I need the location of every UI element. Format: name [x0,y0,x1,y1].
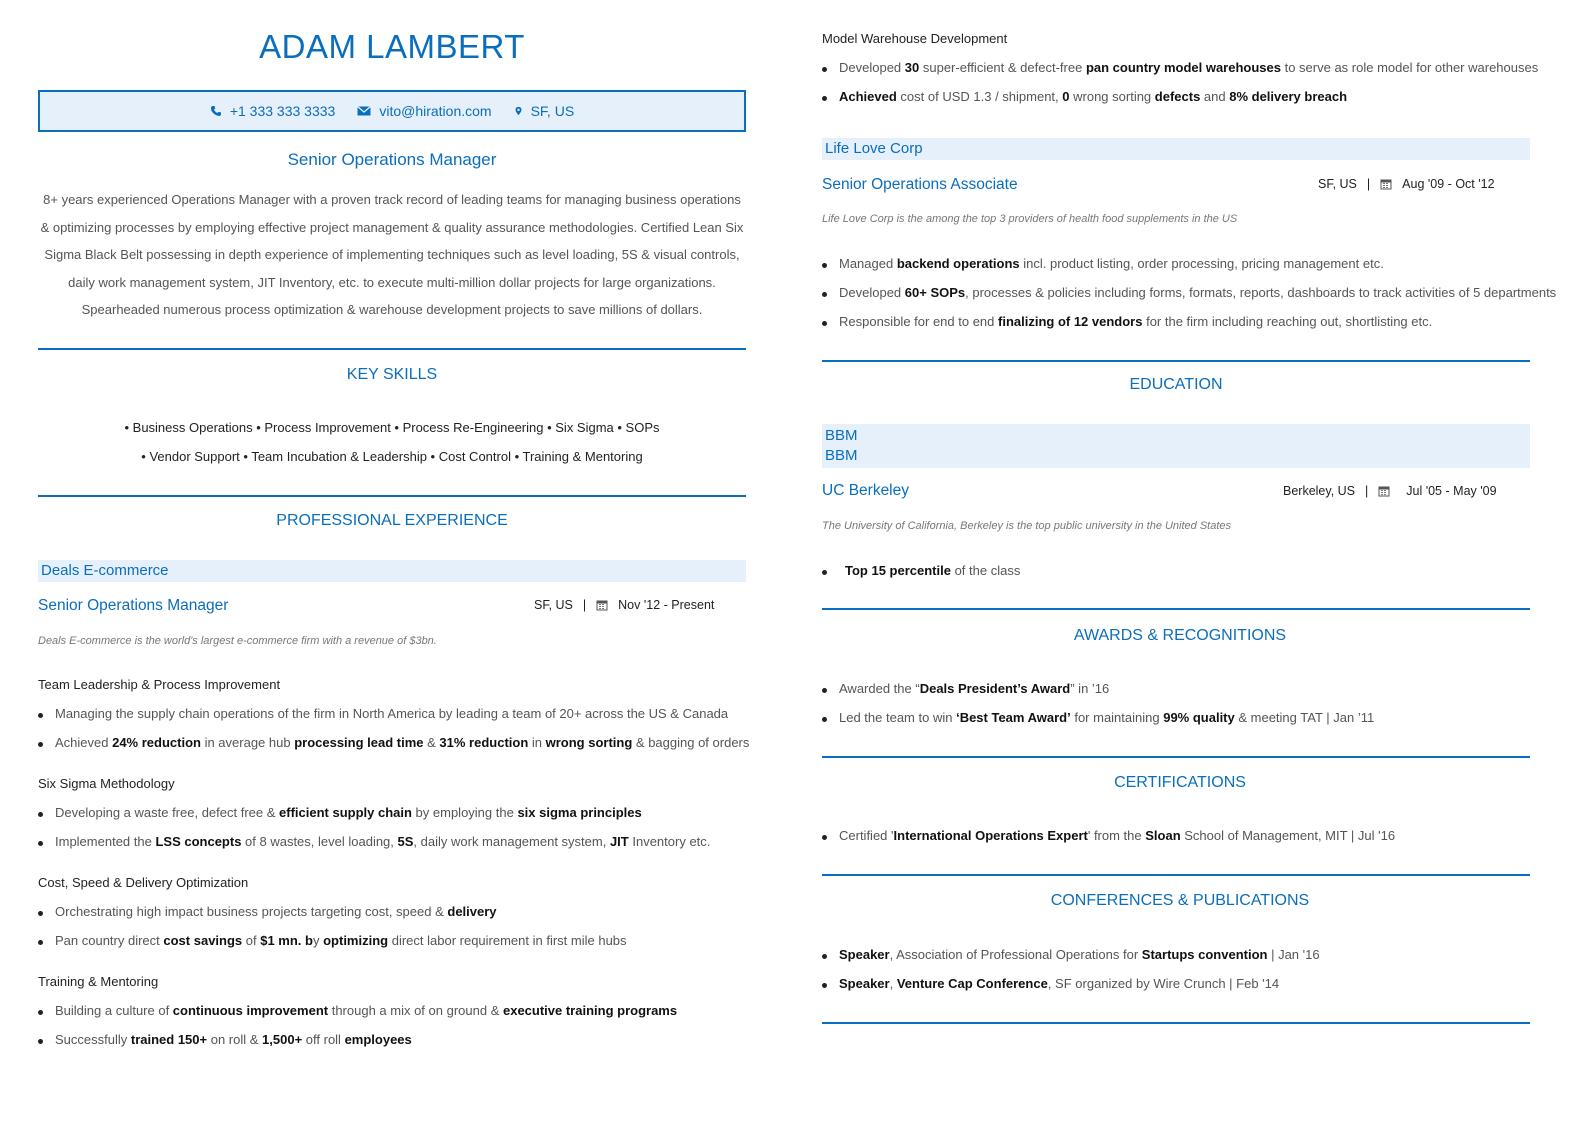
text-segment: Pan country direct [55,933,164,948]
bullet-item [38,904,497,919]
company-description: Deals E-commerce is the world's largest e-commerce firm with a revenue of $3bn. [38,635,437,647]
bold-phrase: wrong sorting [545,735,633,750]
bullet-text [38,805,642,820]
bold-phrase: 30 [904,60,920,75]
text-segment: through a mix of on ground & [328,1003,503,1018]
text-segment: , daily work management system, [413,834,610,849]
bullet-text [822,256,1384,271]
bullet-item [822,60,1538,75]
headline: Senior Operations Manager [287,150,497,169]
text-segment: in average hub [200,735,295,750]
text-segment: on roll & [207,1032,263,1047]
text-segment: , Association of Professional Operations for [889,947,1142,962]
bullet-text: Managing the supply chain operations of the firm in North America by leading a team of 20+ across the US & Canada [55,706,729,721]
bold-phrase: 60+ SOPs [904,285,966,300]
experience-heading: PROFESSIONAL EXPERIENCE [276,512,508,529]
date-dash: - [663,598,668,612]
envelope-icon [357,105,371,117]
bullet-item [38,834,710,849]
bullet-text [822,947,1320,962]
bullet-text [822,60,1538,75]
bold-phrase: defects [1154,89,1201,104]
text-segment: Achieved [55,735,113,750]
text-segment: y [312,933,324,948]
bullet-text [38,834,710,849]
text-segment: Successfully [55,1032,131,1047]
text-segment: Awarded the “ [839,681,920,696]
bold-phrase: efficient supply chain [279,805,412,820]
separator: | [1366,177,1371,191]
awards-heading: AWARDS & RECOGNITIONS [1073,627,1287,644]
text-segment: School of Management, MIT | Jul '16 [1180,828,1396,843]
subsection-title: Cost, Speed & Delivery Optimization [38,875,249,890]
bullet-item [822,681,1109,696]
text-segment: | Jan '16 [1267,947,1320,962]
job-location: SF, US [1318,177,1357,191]
bullet-text [822,285,1556,300]
text-segment: of [242,933,261,948]
text-segment: & meeting TAT | Jan ’11 [1234,710,1375,725]
bold-phrase: Speaker [839,947,890,962]
bold-phrase: pan country model warehouses [1085,60,1281,75]
bold-phrase: processing lead time [294,735,424,750]
text-segment: Certified ' [839,828,894,843]
skills-line-2: • Vendor Support • Team Incubation & Leadership • Cost Control • Training & Mentoring [141,449,643,464]
bullet-item [822,710,1374,725]
text-segment: of 8 wastes, level loading, [241,834,398,849]
education-heading: EDUCATION [1129,376,1223,393]
school-description: The University of California, Berkeley is the top public university in the United States [822,520,1232,532]
bold-phrase: ‘Best Team Award’ [956,710,1071,725]
bullet-item [822,314,1432,329]
bold-phrase: cost savings [163,933,243,948]
bold-phrase: 31% reduction [439,735,529,750]
text-segment: Building a culture of [55,1003,173,1018]
school-start: Jul '05 [1406,484,1443,498]
bullet-item [822,285,1556,300]
bold-phrase: 5S [397,834,414,849]
job-title: Senior Operations Associate [822,176,1018,193]
contact-phone[interactable] [210,103,336,119]
school-location: Berkeley, US [1283,484,1356,498]
degree-name: BBM [825,427,858,444]
bold-phrase: Startups convention [1141,947,1268,962]
contact-location [514,103,575,119]
subsection-title: Six Sigma Methodology [38,776,175,791]
subsection-title: Team Leadership & Process Improvement [38,677,281,692]
bullet-text [822,314,1432,329]
bullet-item [822,947,1320,962]
bold-phrase: Top 15 percentile [845,563,951,578]
job-start: Aug '09 [1402,177,1445,191]
text-segment: ” in ’16 [1070,681,1110,696]
bold-phrase: JIT [609,834,629,849]
divider [822,874,1530,876]
text-segment: Developing a waste free, defect free & [55,805,280,820]
candidate-name: ADAM LAMBERT [259,28,525,65]
company-name: Deals E-commerce [38,560,746,582]
text-segment: for maintaining [1070,710,1164,725]
text-segment: off roll [302,1032,345,1047]
bold-phrase: executive training programs [502,1003,678,1018]
text-segment: incl. product listing, order processing, pricing management etc. [1019,256,1384,271]
text-segment: of the class [950,563,1021,578]
bold-phrase: 99% quality [1163,710,1235,725]
bold-phrase: 8% delivery breach [1229,89,1348,104]
text-segment: and [1200,89,1230,104]
degree-box [822,424,1530,468]
calendar-icon [596,599,608,611]
bold-phrase: Achieved [839,89,897,104]
company-description: Life Love Corp is the among the top 3 providers of health food supplements in the US [822,213,1238,225]
job-title: Senior Operations Manager [38,597,229,614]
text-segment: Inventory etc. [628,834,711,849]
bold-phrase: employees [344,1032,412,1047]
text-segment: Led the team to win [839,710,957,725]
bold-phrase: continuous improvement [172,1003,329,1018]
bold-phrase: Speaker [839,976,890,991]
text-segment: Responsible for end to end [839,314,998,329]
job-start: Nov '12 [618,598,661,612]
text-segment: in [528,735,546,750]
bold-phrase: Venture Cap Conference [896,976,1048,991]
bullet-text [822,563,1020,578]
bullet-item [822,256,1384,271]
divider [822,1022,1530,1024]
divider [38,495,746,497]
subsection-title: Model Warehouse Development [822,31,1008,46]
bullet-text [822,976,1279,991]
bullet-item [822,976,1279,991]
bullet-text [38,933,627,948]
text-segment: by employing the [411,805,518,820]
bullet-text [822,710,1374,725]
degree-name: BBM [825,447,858,464]
date-dash: - [1447,177,1452,191]
text-segment: Orchestrating high impact business projects targeting cost, speed & [55,904,448,919]
text-segment: to serve as role model for other warehouses [1280,60,1539,75]
text-segment: ' from the [1087,828,1146,843]
job-meta [534,598,714,612]
phone-text: +1 333 333 3333 [229,103,336,119]
divider [38,348,746,350]
skills-line-1: • Business Operations • Process Improvement • Process Re-Engineering • Six Sigma • SOPs [124,420,660,435]
text-segment: & [423,735,440,750]
skills-heading: KEY SKILLS [346,366,438,383]
bold-phrase: finalizing of 12 vendors [998,314,1143,329]
text-segment: , [889,976,897,991]
bold-phrase: 0 [1062,89,1070,104]
contact-email[interactable] [357,103,491,119]
bullet-item [38,706,728,721]
separator: | [1365,484,1369,498]
school-meta [1283,484,1497,498]
bullet-item [822,89,1347,104]
bold-phrase: backend operations [896,256,1020,271]
bullet-item [38,1003,677,1018]
separator: | [582,598,587,612]
bullet-text [38,904,497,919]
calendar-icon [1378,485,1390,497]
bold-phrase: six sigma principles [517,805,642,820]
text-segment: Developed [839,60,905,75]
text-segment: Managed [839,256,897,271]
bullet-item [38,933,627,948]
job-meta [1318,177,1495,191]
text-segment: wrong sorting [1069,89,1155,104]
bullet-text [38,735,749,750]
text-segment: direct labor requirement in first mile hubs [388,933,627,948]
divider [822,756,1530,758]
bullet-text [822,89,1347,104]
bold-phrase: Deals President’s Award [919,681,1071,696]
calendar-icon [1380,178,1392,190]
conferences-heading: CONFERENCES & PUBLICATIONS [1050,892,1310,909]
bullet-item [822,563,1020,578]
school-end: May '09 [1453,484,1497,498]
bullet-item [38,1032,412,1047]
bullet-item [38,805,642,820]
text-segment: & bagging of orders [632,735,750,750]
text-segment: , SF organized by Wire Crunch | Feb '14 [1047,976,1280,991]
text-segment: Developed [839,285,905,300]
bold-phrase: LSS concepts [155,834,242,849]
phone-icon [210,105,222,117]
company-name: Life Love Corp [822,138,1530,160]
summary-text: 8+ years experienced Operations Manager with a proven track record of leading teams for managing business operations & optimizing processes by employing effective project management & quality assurance methodologies. Certified Lean Six Sigma Black Belt possessing in depth experience of implementing techniques such as level loading, 5S & visual controls, daily work management system, JIT Inventory, etc. to execute multi-million dollar projects for large organizations. Spearheaded numerous process optimization & warehouse development projects to save millions of dollars. [40,192,744,317]
school-name: UC Berkeley [822,482,909,499]
bullet-text [822,681,1109,696]
text-segment: cost of USD 1.3 / shipment, [896,89,1063,104]
bold-phrase: Sloan [1145,828,1181,843]
job-end: Oct '12 [1455,177,1495,191]
bullet-item [38,735,749,750]
bold-phrase: optimizing [323,933,389,948]
bold-phrase: $1 mn. b [260,933,313,948]
bold-phrase: delivery [447,904,497,919]
text-segment: Implemented the [55,834,156,849]
date-dash: - [1445,484,1450,498]
text-segment: , processes & policies including forms, formats, reports, dashboards to track activities of 5 departments [965,285,1557,300]
subsection-title: Training & Mentoring [38,974,159,989]
location-text: SF, US [530,103,575,119]
bold-phrase: 24% reduction [112,735,201,750]
job-location: SF, US [534,598,573,612]
bold-phrase: trained 150+ [130,1032,208,1047]
bullet-text [822,828,1395,843]
map-pin-icon [514,105,523,117]
bold-phrase: International Operations Expert [893,828,1088,843]
certifications-heading: CERTIFICATIONS [1114,774,1246,791]
bullet-item [822,828,1395,843]
bullet-text [38,1003,677,1018]
email-text: vito@hiration.com [379,103,492,119]
text-segment: for the firm including reaching out, shortlisting etc. [1142,314,1433,329]
text-segment: super-efficient & defect-free [919,60,1086,75]
divider [822,360,1530,362]
bold-phrase: 1,500+ [262,1032,303,1047]
contact-bar [38,90,746,132]
job-end: Present [671,598,715,612]
divider [822,608,1530,610]
bullet-text [38,1032,412,1047]
